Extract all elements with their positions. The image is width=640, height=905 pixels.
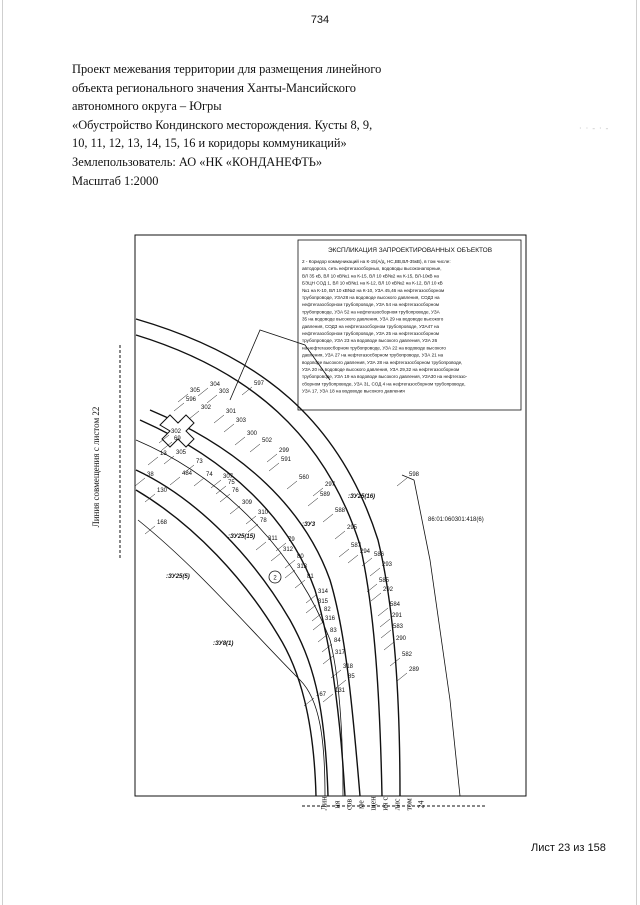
point-label: 83 <box>330 628 337 634</box>
point-label: 305 <box>176 450 187 456</box>
point-label: 76 <box>232 488 239 494</box>
explication-line: трубопроводе, УЗА 23 на водоводе высокого давления, УЗА 26 <box>302 338 438 344</box>
point-label: 78 <box>260 518 267 524</box>
point-leader <box>216 486 226 494</box>
header-line: «Обустройство Кондинского месторождения. Кусты 8, 9, <box>72 117 373 132</box>
header-line: 10, 11, 12, 13, 14, 15, 16 и коридоры коммуникаций» <box>72 136 347 151</box>
bottom-label-part: ия <box>332 800 342 809</box>
point-label: 584 <box>390 602 401 608</box>
point-label: 167 <box>316 692 327 698</box>
point-leader <box>170 477 180 485</box>
point-leader <box>322 644 332 652</box>
point-leader <box>248 524 258 532</box>
bottom-label-part: лис <box>392 798 402 811</box>
explication-line: трубопроводе, УЗА 19 на водоводе высокого давления, УЗА30 на нефтегазо- <box>302 374 468 380</box>
point-leader <box>397 478 407 486</box>
point-label: 589 <box>320 492 331 498</box>
point-leader <box>250 444 260 452</box>
point-label: 311 <box>268 536 278 542</box>
point-leader <box>371 593 381 601</box>
point-label: 585 <box>379 578 390 584</box>
point-label: 560 <box>299 475 310 481</box>
point-label: 75 <box>228 480 235 486</box>
point-label: 587 <box>351 543 362 549</box>
explication-line: давления, УЗА 27 на нефтегазосборном трубопроводе, УЗА 21 на <box>302 352 444 358</box>
point-label: 130 <box>157 488 168 494</box>
point-leader <box>285 560 295 568</box>
explication-line: ВЛ 35 кВ, ВЛ 10 кВ№1 на К-15, ВЛ 10 кВ№2 на К-15, ВЛ-10кВ на <box>302 273 439 279</box>
parcel-label: :ЗУ25(16) <box>348 494 376 500</box>
explication-line: трубопроводе, УЗА 52 на нефтегазосборном трубопроводе, УЗА <box>302 309 440 315</box>
point-leader <box>148 457 158 465</box>
point-label: 305 <box>190 388 201 394</box>
corridor-line-3 <box>150 410 360 796</box>
point-label: 315 <box>318 599 329 605</box>
explication-line: водоводе высокого давления, УЗА 28 на нефтегазосборном трубопроводе, <box>302 359 463 365</box>
point-leader <box>308 498 318 506</box>
point-leader <box>189 411 199 419</box>
point-label: 304 <box>210 382 221 388</box>
point-leader <box>174 403 184 411</box>
explication-line: нефтегазосборном трубопроводе, УЗА 54 на нефтегазосборном <box>302 302 440 308</box>
page-number: 734 <box>310 14 330 26</box>
sheet-footer: Лист 23 из 158 <box>531 842 606 854</box>
parcel-label: :ЗУ25(5) <box>166 574 190 580</box>
point-leader <box>323 514 333 522</box>
point-label: 313 <box>297 564 308 570</box>
explication-line: БЭЦН СОД 1, ВЛ 10 кВ№1 на К-12, ВЛ 10 кВ№2 на К-12, ВЛ 10 кВ <box>302 280 443 286</box>
point-leader <box>267 454 277 462</box>
point-label: 74 <box>206 472 213 478</box>
point-label: 596 <box>186 397 197 403</box>
point-label: 586 <box>374 552 385 558</box>
point-leader <box>135 478 145 486</box>
point-leader <box>224 424 234 432</box>
point-leader <box>211 480 221 488</box>
header-line: Проект межевания территории для размещения линейного <box>72 62 382 76</box>
side-alignment-label: Линия совмещения с листом 22 <box>91 406 101 528</box>
point-leader <box>271 553 281 561</box>
corridor-line-5 <box>136 470 328 796</box>
point-label: 299 <box>279 448 290 454</box>
point-leader <box>207 395 217 403</box>
point-leader <box>214 415 224 423</box>
explication-line: нефтегазосборном трубопроводе, УЗА 25 на нефтегазосборном <box>302 331 440 336</box>
point-label: 312 <box>283 547 294 553</box>
point-label: 131 <box>335 688 346 694</box>
bottom-label-part: Лин <box>319 796 329 811</box>
point-label: 38 <box>147 472 154 478</box>
point-label: 598 <box>409 472 420 478</box>
point-leader <box>339 549 349 557</box>
explication-line: автодорога, сеть нефтегазосборных, водоводы высоконапорные, <box>302 266 442 272</box>
point-label: 303 <box>236 418 247 424</box>
point-label: 295 <box>347 525 358 531</box>
header-line: Масштаб 1:2000 <box>72 173 159 188</box>
point-label: 80 <box>297 554 304 560</box>
point-leader <box>378 608 388 616</box>
bottom-label-part: 24 <box>416 800 426 809</box>
explication-line: на нефтегазосборном трубопроводе, УЗА 22 на водоводе высокого <box>302 345 446 351</box>
point-label: 292 <box>383 587 394 593</box>
point-leader <box>370 568 380 576</box>
point-leader <box>384 642 394 650</box>
point-label: 582 <box>402 652 413 658</box>
point-leader <box>287 481 297 489</box>
point-label: 314 <box>318 589 329 595</box>
header-line: объекта регионального значения Ханты-Мансийского <box>72 80 356 95</box>
point-leader <box>194 478 204 486</box>
point-leader <box>235 437 245 445</box>
point-leader <box>335 531 345 539</box>
point-leader <box>242 387 252 395</box>
point-label: 302 <box>171 429 182 435</box>
bottom-label-part: ме <box>356 800 366 809</box>
point-label: 318 <box>343 664 354 670</box>
point-label: 293 <box>382 562 393 568</box>
parcel-label: :ЗУ3 <box>302 522 316 528</box>
point-label: 84 <box>334 638 341 644</box>
explication-line: давления, СОД3 на нефтегазосборном трубопроводе, УЗА47 на <box>302 323 440 329</box>
point-leader <box>381 630 391 638</box>
point-label: 69 <box>174 436 181 442</box>
point-label: 310 <box>258 510 269 516</box>
point-label: 301 <box>226 409 237 415</box>
point-label: 317 <box>335 650 346 656</box>
explication-line: УЗА 17, УЗА 18 на водоводе высокого давления <box>302 388 405 394</box>
point-leader <box>306 595 316 603</box>
point-label: 85 <box>348 674 355 680</box>
cadastral-label: 86:01:060301:418(6) <box>428 517 484 523</box>
point-label: 79 <box>288 537 295 543</box>
bottom-label-part: ия с <box>380 796 390 811</box>
explication-line: 35 на водоводе высокого давления, УЗА 29 на водоводе высокого <box>302 316 444 322</box>
point-label: 309 <box>242 500 253 506</box>
corridor-inner-line <box>138 520 325 796</box>
point-label: 502 <box>262 438 273 444</box>
point-leader <box>269 463 279 471</box>
point-leader <box>306 605 316 613</box>
header-line: Землепользователь: АО «НК «КОНДАНЕФТЬ» <box>72 154 323 169</box>
point-label: 297 <box>325 482 336 488</box>
point-label: 597 <box>254 381 265 387</box>
explication-line: УЗА 20 на водоводе высокого давления, УЗА 29,32 на нефтегазосборном <box>302 367 460 372</box>
point-label: 316 <box>325 616 336 622</box>
explication-line: сборном трубопроводе, УЗА 31, СОД 4 на нефтегазосборном трубопроводе, <box>302 381 466 387</box>
point-leader <box>230 506 240 514</box>
zone-number: 2 <box>273 575 277 582</box>
point-label: 289 <box>409 667 420 673</box>
point-label: 290 <box>396 636 407 642</box>
point-label: 13 <box>160 451 167 457</box>
explication-line: трубопроводе, УЗА28 на водоводе высокого давления, СОД3 на <box>302 295 440 300</box>
point-label: 168 <box>157 520 168 526</box>
point-label: 300 <box>247 431 258 437</box>
point-leader <box>164 456 174 464</box>
bottom-label-part: сов <box>344 798 354 811</box>
point-label: 294 <box>360 549 371 555</box>
point-leader <box>256 542 266 550</box>
explication-title: ЭКСПЛИКАЦИЯ ЗАПРОЕКТИРОВАННЫХ ОБЪЕКТОВ <box>327 247 493 254</box>
point-label: 583 <box>393 624 404 630</box>
explication-line: №1 на К-10, ВЛ 10 кВ№2 на К-10, УЗА 45,46 на нефтегазосборном <box>302 287 445 293</box>
point-leader <box>380 619 390 627</box>
parcel-label: :ЗУ8(1) <box>213 641 234 647</box>
point-label: 307 <box>223 474 234 480</box>
point-label: 484 <box>182 471 193 477</box>
point-label: 82 <box>324 607 331 613</box>
point-label: 73 <box>196 459 203 465</box>
point-label: 591 <box>281 457 292 463</box>
point-label: 303 <box>219 389 230 395</box>
header-line: автономного округа – Югры <box>72 99 222 114</box>
point-leader <box>348 555 358 563</box>
explication-line: 2 - Коридор коммуникаций на К-15(А/д, НС,ВВ,ВЛ-35кВ), в том числе: <box>302 259 451 264</box>
right-boundary <box>414 480 460 796</box>
parcel-label: :ЗУ25(15) <box>228 534 256 540</box>
bottom-label-part: щен <box>368 796 378 811</box>
point-leader <box>313 622 323 630</box>
point-leader <box>285 570 295 578</box>
point-leader <box>295 580 305 588</box>
bottom-label-part: том <box>404 798 414 811</box>
point-label: 588 <box>335 508 346 514</box>
point-leader <box>397 673 407 681</box>
point-label: 81 <box>307 574 314 580</box>
point-label: 302 <box>201 405 212 411</box>
corridor-line-4 <box>140 420 345 796</box>
point-label: 291 <box>392 613 403 619</box>
scan-noise: · · - · - <box>579 124 610 133</box>
